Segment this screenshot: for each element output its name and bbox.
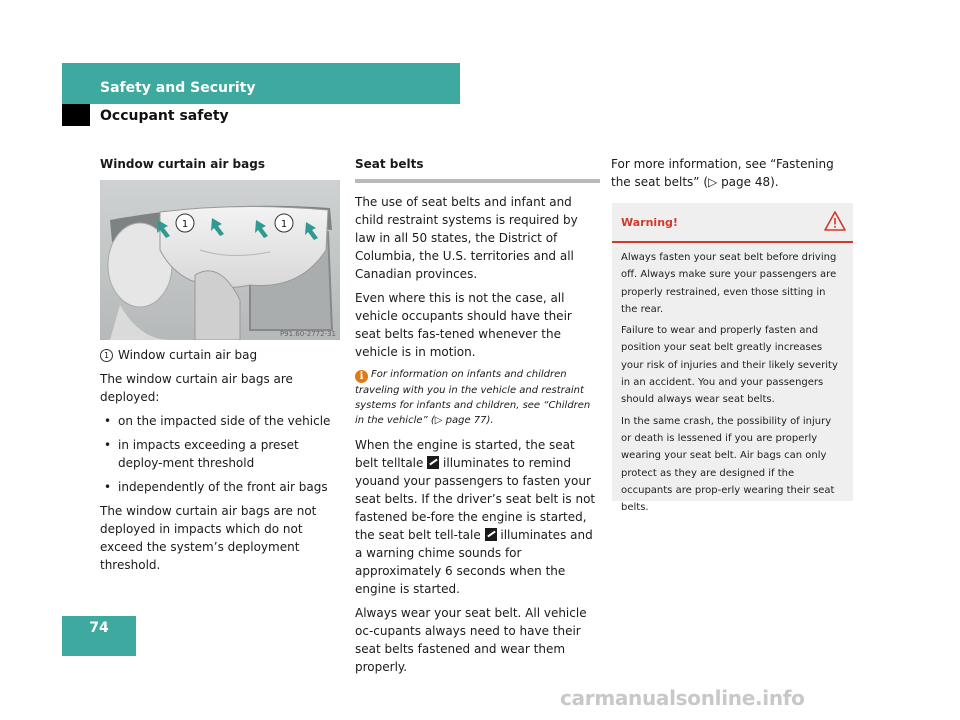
telltale-text-a: When the engine is started, the seat belt telltale <box>355 438 575 470</box>
column-right <box>611 155 856 197</box>
telltale-paragraph <box>355 436 600 598</box>
warning-paragraph: Failure to wear and properly fasten and position your seat belt greatly increases your risk of injuries and their likely severity in an accident. You and your passengers should always wear seat belts. <box>621 325 838 406</box>
warning-header <box>612 203 853 243</box>
warning-title: Warning! <box>621 216 678 229</box>
header-marker <box>62 104 90 126</box>
seat-belt-telltale-icon <box>485 528 497 541</box>
watermark: carmanualsonline.info <box>560 686 805 710</box>
callout-1-right <box>275 214 293 232</box>
heading-curtain-air-bags: Window curtain air bags <box>100 157 265 171</box>
deployment-closing: The window curtain air bags are not deployed in impacts which do not exceed the system’s deployment threshold. <box>100 504 317 572</box>
always-wear-paragraph: Always wear your seat belt. All vehicle oc-cupants always need to have their seat belts fastened and wear them properly. <box>355 606 587 674</box>
callout-1-left <box>176 214 194 232</box>
warning-paragraph: In the same crash, the possibility of injury or death is lessened if you are properly wearing your seat belt. Air bags can only protect as they are designed if the occupants are prop-erly wearing their seat belts. <box>621 415 835 514</box>
callout-1-right-label: 1 <box>280 219 288 230</box>
warning-box <box>612 203 853 514</box>
list-item: • independently of the front air bags <box>100 478 345 496</box>
section-title: Safety and Security <box>100 80 256 96</box>
heading-rule <box>355 179 600 183</box>
telltale-text-c: illuminates and a warning chime sounds for approximately 6 seconds when the engine is started. <box>355 528 593 596</box>
seat-belt-telltale-icon <box>427 456 439 469</box>
deployment-intro: The window curtain air bags are deployed: <box>100 372 293 404</box>
warning-body <box>612 243 853 516</box>
info-icon: i <box>355 370 368 383</box>
fastening-reference: For more information, see “Fastening the seat belts” (▷ page 48). <box>611 157 834 189</box>
heading-seat-belts: Seat belts <box>355 157 424 171</box>
seat-belt-motion-paragraph: Even where this is not the case, all vehicle occupants should have their seat belts fas-tened whenever the vehicle is in motion. <box>355 291 572 359</box>
caption-number: 1 <box>100 349 113 362</box>
callout-1-left-label: 1 <box>181 219 189 230</box>
subsection-title: Occupant safety <box>100 108 229 124</box>
column-middle <box>355 155 600 682</box>
caption-text: Window curtain air bag <box>118 348 258 362</box>
column-left <box>100 155 345 580</box>
warning-triangle-icon <box>823 210 847 232</box>
list-item: • in impacts exceeding a preset deploy-ment threshold <box>100 436 345 472</box>
list-item: • on the impacted side of the vehicle <box>100 412 345 430</box>
deployment-list <box>100 412 345 496</box>
photo-caption <box>100 346 345 364</box>
info-note-text: For information on infants and children traveling with you in the vehicle and restraint systems for infants and children, see “Children in the vehicle” (▷ page 77). <box>355 369 591 426</box>
photo-reference: P91.60-2772-31 <box>279 330 336 338</box>
curtain-air-bag-photo <box>100 180 340 340</box>
warning-paragraph: Always fasten your seat belt before driving off. Always make sure your passengers are properly restrained, even those sitting in the rear. <box>621 252 837 315</box>
seat-belt-law-paragraph: The use of seat belts and infant and child restraint systems is required by law in all 50 states, the District of Columbia, the U.S. territories and all Canadian provinces. <box>355 195 578 281</box>
page-number: 74 <box>89 620 109 636</box>
telltale-text-b: illuminates to remind youand your passengers to fasten your seat belts. If the driver’s seat belt is not fastened be-fore the engine is started, the seat belt tell-tale <box>355 456 596 542</box>
info-note <box>355 367 600 428</box>
